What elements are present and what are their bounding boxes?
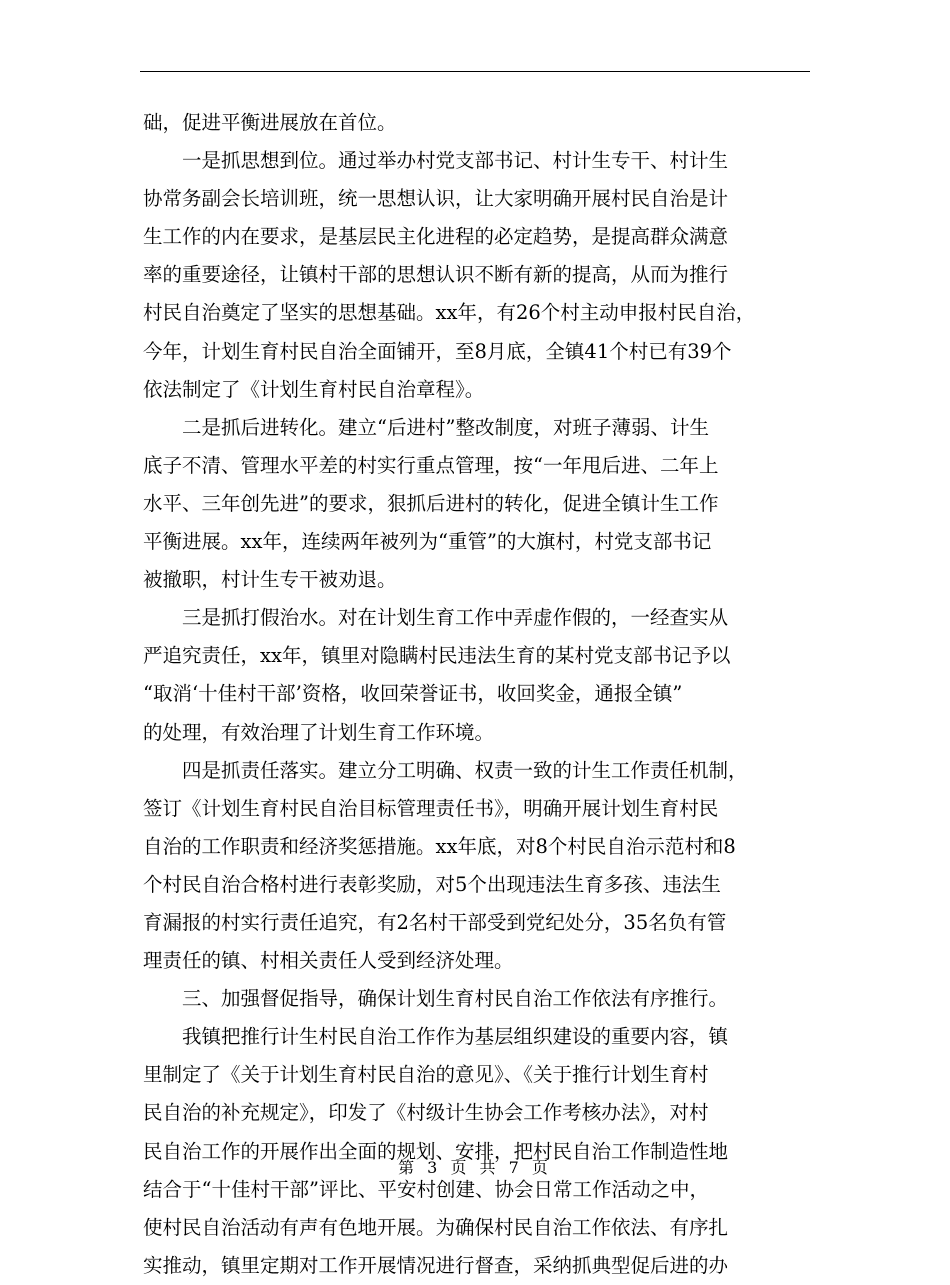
text-line: 签订《计划生育村民自治目标管理责任书》，明确开展计划生育村民 xyxy=(143,796,719,820)
body-text xyxy=(143,104,815,1285)
text-line: 育漏报的村实行责任追究，有2名村干部受到党纪处分，35名负有管 xyxy=(143,910,727,934)
text-line: 民自治的补充规定》，印发了《村级计生协会工作考核办法》，对村 xyxy=(143,1101,709,1125)
text-line: 率的重要途径，让镇村干部的思想认识不断有新的提高，从而为推行 xyxy=(143,263,729,287)
page-number-footer: 第 3 页 共 7 页 xyxy=(398,1158,552,1177)
text-line: 础，促进平衡进展放在首位。 xyxy=(143,111,397,134)
text-line: 一是抓思想到位。通过举办村党支部书记、村计生专干、村计生 xyxy=(143,149,729,173)
text-line: 三是抓打假治水。对在计划生育工作中弄虚作假的，一经查实从 xyxy=(143,606,729,630)
text-line: 使村民自治活动有声有色地开展。为确保村民自治工作依法、有序扎 xyxy=(143,1215,729,1239)
text-line: 实推动，镇里定期对工作开展情况进行督查，采纳抓典型促后进的办 xyxy=(143,1253,729,1277)
text-line: 平衡进展。xx年，连续两年被列为“重管”的大旗村，村党支部书记 xyxy=(143,530,712,554)
text-line: 今年，计划生育村民自治全面铺开，至8月底，全镇41个村已有39个 xyxy=(143,339,732,363)
text-line: 自治的工作职责和经济奖惩措施。xx年底，对8个村民自治示范村和8 xyxy=(143,834,736,858)
text-line: 四是抓责任落实。建立分工明确、权责一致的计生工作责任机制， xyxy=(143,758,748,782)
text-line: 二是抓后进转化。建立“后进村”整改制度，对班子薄弱、计生 xyxy=(143,415,709,439)
text-line: “取消‘十佳村干部’资格，收回荣誉证书，收回奖金，通报全镇” xyxy=(143,682,683,706)
text-line: 底子不清、管理水平差的村实行重点管理，按“一年甩后进、二年上 xyxy=(143,453,719,477)
text-line: 生工作的内在要求，是基层民主化进程的必定趋势，是提高群众满意 xyxy=(143,225,729,249)
text-line: 依法制定了《计划生育村民自治章程》。 xyxy=(143,377,485,401)
text-line: 结合于“十佳村干部”评比、平安村创建、协会日常工作活动之中， xyxy=(143,1177,709,1201)
section-heading: 三、加强督促指导，确保计划生育村民自治工作依法有序推行。 xyxy=(143,987,729,1011)
text-line: 严追究责任，xx年，镇里对隐瞒村民违法生育的某村党支部书记予以 xyxy=(143,644,731,668)
text-line: 民自治工作的开展作出全面的规划、安排，把村民自治工作制造性地 xyxy=(143,1139,729,1163)
text-line: 个村民自治合格村进行表彰奖励，对5个出现违法生育多孩、违法生 xyxy=(143,872,721,896)
text-line: 里制定了《关于计划生育村民自治的意见》、《关于推行计划生育村 xyxy=(143,1063,709,1087)
text-line: 村民自治奠定了坚实的思想基础。xx年，有26个村主动申报村民自治， xyxy=(143,301,756,325)
header-rule xyxy=(140,71,810,72)
text-line: 我镇把推行计生村民自治工作作为基层组织建设的重要内容，镇 xyxy=(143,1025,729,1049)
text-line: 水平、三年创先进”的要求，狠抓后进村的转化，促进全镇计生工作 xyxy=(143,491,719,515)
text-line: 的处理，有效治理了计划生育工作环境。 xyxy=(143,720,495,744)
text-line: 协常务副会长培训班，统一思想认识，让大家明确开展村民自治是计 xyxy=(143,187,729,211)
text-line: 被撤职，村计生专干被劝退。 xyxy=(143,568,397,592)
text-line: 理责任的镇、村相关责任人受到经济处理。 xyxy=(143,949,514,973)
